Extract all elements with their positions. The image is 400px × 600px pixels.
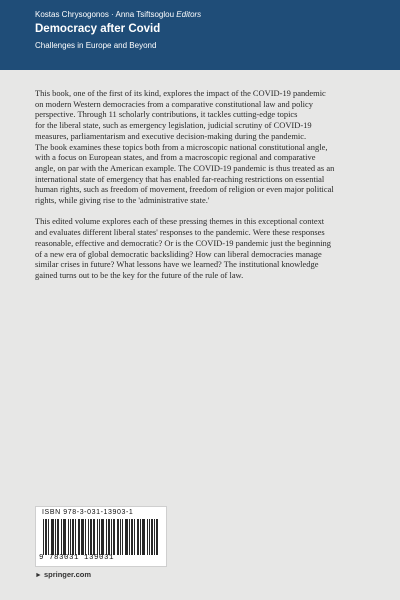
barcode-bar bbox=[142, 519, 143, 555]
barcode-bar bbox=[83, 519, 84, 555]
barcode-bar bbox=[109, 519, 110, 555]
barcode-bars bbox=[43, 519, 159, 555]
barcode-bar bbox=[79, 519, 80, 555]
barcode-bar bbox=[85, 519, 86, 555]
barcode-bar bbox=[99, 519, 100, 555]
blurb-line: measures, parliamentarism and executive decision-making during the pandemic. bbox=[35, 130, 307, 141]
editors-line bbox=[35, 10, 201, 19]
blurb-line: and evaluates different liberal states' responses to the pandemic. Were these responses bbox=[35, 227, 325, 238]
barcode-bar bbox=[102, 519, 103, 555]
barcode-bar bbox=[156, 519, 157, 555]
barcode-bar bbox=[138, 519, 139, 555]
barcode-bar bbox=[58, 519, 59, 555]
barcode-bar bbox=[73, 519, 74, 555]
barcode-bar bbox=[75, 519, 76, 555]
barcode-bar bbox=[106, 519, 107, 555]
blurb-line: human rights, such as freedom of movement, freedom of religion or even major political bbox=[35, 184, 334, 195]
blurb-line: rights, while giving rise to the 'administrative state.' bbox=[35, 195, 210, 206]
barcode-bar bbox=[52, 519, 53, 555]
barcode-bar bbox=[120, 519, 121, 555]
blurb-line: on modern Western democracies from a comparative constitutional law and policy bbox=[35, 98, 313, 109]
barcode-bar bbox=[91, 519, 92, 555]
barcode-bar bbox=[61, 519, 62, 555]
blurb-line: of a new era of global democratic backsliding? How can liberal democracies manage bbox=[35, 248, 322, 259]
barcode-bar bbox=[53, 519, 54, 555]
barcode-bar bbox=[157, 519, 158, 555]
barcode-bar bbox=[147, 519, 148, 555]
publisher-url[interactable]: springer.com bbox=[43, 570, 92, 579]
barcode-bar bbox=[64, 519, 65, 555]
barcode-bar bbox=[114, 519, 115, 555]
blurb-line: similar crises in future? What lessons have we learned? The institutional knowledge bbox=[35, 259, 319, 270]
barcode-bar bbox=[82, 519, 83, 555]
barcode-bar bbox=[81, 519, 82, 555]
barcode-bar bbox=[55, 519, 56, 555]
blurb-paragraph-1 bbox=[35, 88, 365, 206]
blurb-line: international state of emergency that has enabled far-reaching restrictions on essential bbox=[35, 173, 325, 184]
barcode-bar bbox=[72, 519, 73, 555]
barcode-bar bbox=[127, 519, 128, 555]
barcode-bar bbox=[65, 519, 66, 555]
barcode-bar bbox=[143, 519, 144, 555]
barcode-bar bbox=[97, 519, 98, 555]
blurb-line: This edited volume explores each of these pressing themes in this exceptional context bbox=[35, 216, 325, 227]
barcode-bar bbox=[129, 519, 130, 555]
header-band bbox=[0, 0, 400, 70]
barcode-bar bbox=[63, 519, 64, 555]
blurb-line: with a focus on European states, and from a macroscopic regional and comparative bbox=[35, 152, 316, 163]
blurb-line: perspective. Through 11 scholarly contributions, it tackles cutting-edge topics bbox=[35, 109, 298, 120]
barcode-bar bbox=[51, 519, 52, 555]
barcode-bar bbox=[93, 519, 94, 555]
barcode-bar bbox=[152, 519, 153, 555]
book-subtitle: Challenges in Europe and Beyond bbox=[35, 41, 157, 50]
barcode-bar bbox=[154, 519, 155, 555]
blurb-line: for the liberal state, such as emergency legislation, judicial scrutiny of COVID-19 bbox=[35, 120, 312, 131]
barcode-box bbox=[35, 506, 167, 567]
blurb-line: angle, on par with the American example. The COVID-19 pandemic is thus treated as an bbox=[35, 162, 335, 173]
barcode-bar bbox=[151, 519, 152, 555]
barcode-bar bbox=[90, 519, 91, 555]
barcode-bar bbox=[48, 519, 49, 555]
barcode-bar bbox=[134, 519, 135, 555]
editors-role: Editors bbox=[176, 10, 202, 19]
arrow-icon: ► bbox=[35, 572, 42, 579]
barcode-bar bbox=[137, 519, 138, 555]
blurb-line: reasonable, effective and democratic? Or is the COVID-19 pandemic just the beginning bbox=[35, 237, 331, 248]
barcode-bar bbox=[144, 519, 145, 555]
barcode-bar bbox=[57, 519, 58, 555]
barcode-bar bbox=[103, 519, 104, 555]
barcode-bar bbox=[68, 519, 69, 555]
barcode-bar bbox=[125, 519, 126, 555]
blurb bbox=[35, 88, 365, 281]
isbn-label: ISBN 978-3-031-13903-1 bbox=[42, 509, 134, 516]
barcode-bar bbox=[111, 519, 112, 555]
publisher-footer bbox=[35, 570, 91, 579]
barcode-bar bbox=[43, 519, 44, 555]
barcode-bar bbox=[70, 519, 71, 555]
barcode-bar bbox=[132, 519, 133, 555]
barcode-bar bbox=[45, 519, 46, 555]
barcode-bar bbox=[108, 519, 109, 555]
blurb-paragraph-2 bbox=[35, 216, 365, 280]
barcode-bar bbox=[78, 519, 79, 555]
blurb-line: gained turns out to be the key for the future of the rule of law. bbox=[35, 269, 244, 280]
barcode-bar bbox=[101, 519, 102, 555]
barcode-digits: 9 783031 139031 bbox=[39, 554, 115, 562]
editors-names: Kostas Chrysogonos · Anna Tsiftsoglou bbox=[35, 10, 175, 19]
blurb-line: This book, one of the first of its kind, explores the impact of the COVID-19 pandemic bbox=[35, 88, 326, 98]
barcode-bar bbox=[126, 519, 127, 555]
barcode-bar bbox=[113, 519, 114, 555]
barcode-bar bbox=[117, 519, 118, 555]
barcode-bar bbox=[131, 519, 132, 555]
barcode-bar bbox=[88, 519, 89, 555]
barcode-bar bbox=[149, 519, 150, 555]
blurb-line: The book examines these topics both from a microscopic national constitutional angle, bbox=[35, 141, 328, 152]
barcode-bar bbox=[140, 519, 141, 555]
barcode-bar bbox=[46, 519, 47, 555]
paragraph-gap bbox=[35, 206, 365, 217]
barcode-bar bbox=[118, 519, 119, 555]
book-title: Democracy after Covid bbox=[35, 23, 161, 35]
barcode-bar bbox=[122, 519, 123, 555]
barcode-bar bbox=[94, 519, 95, 555]
